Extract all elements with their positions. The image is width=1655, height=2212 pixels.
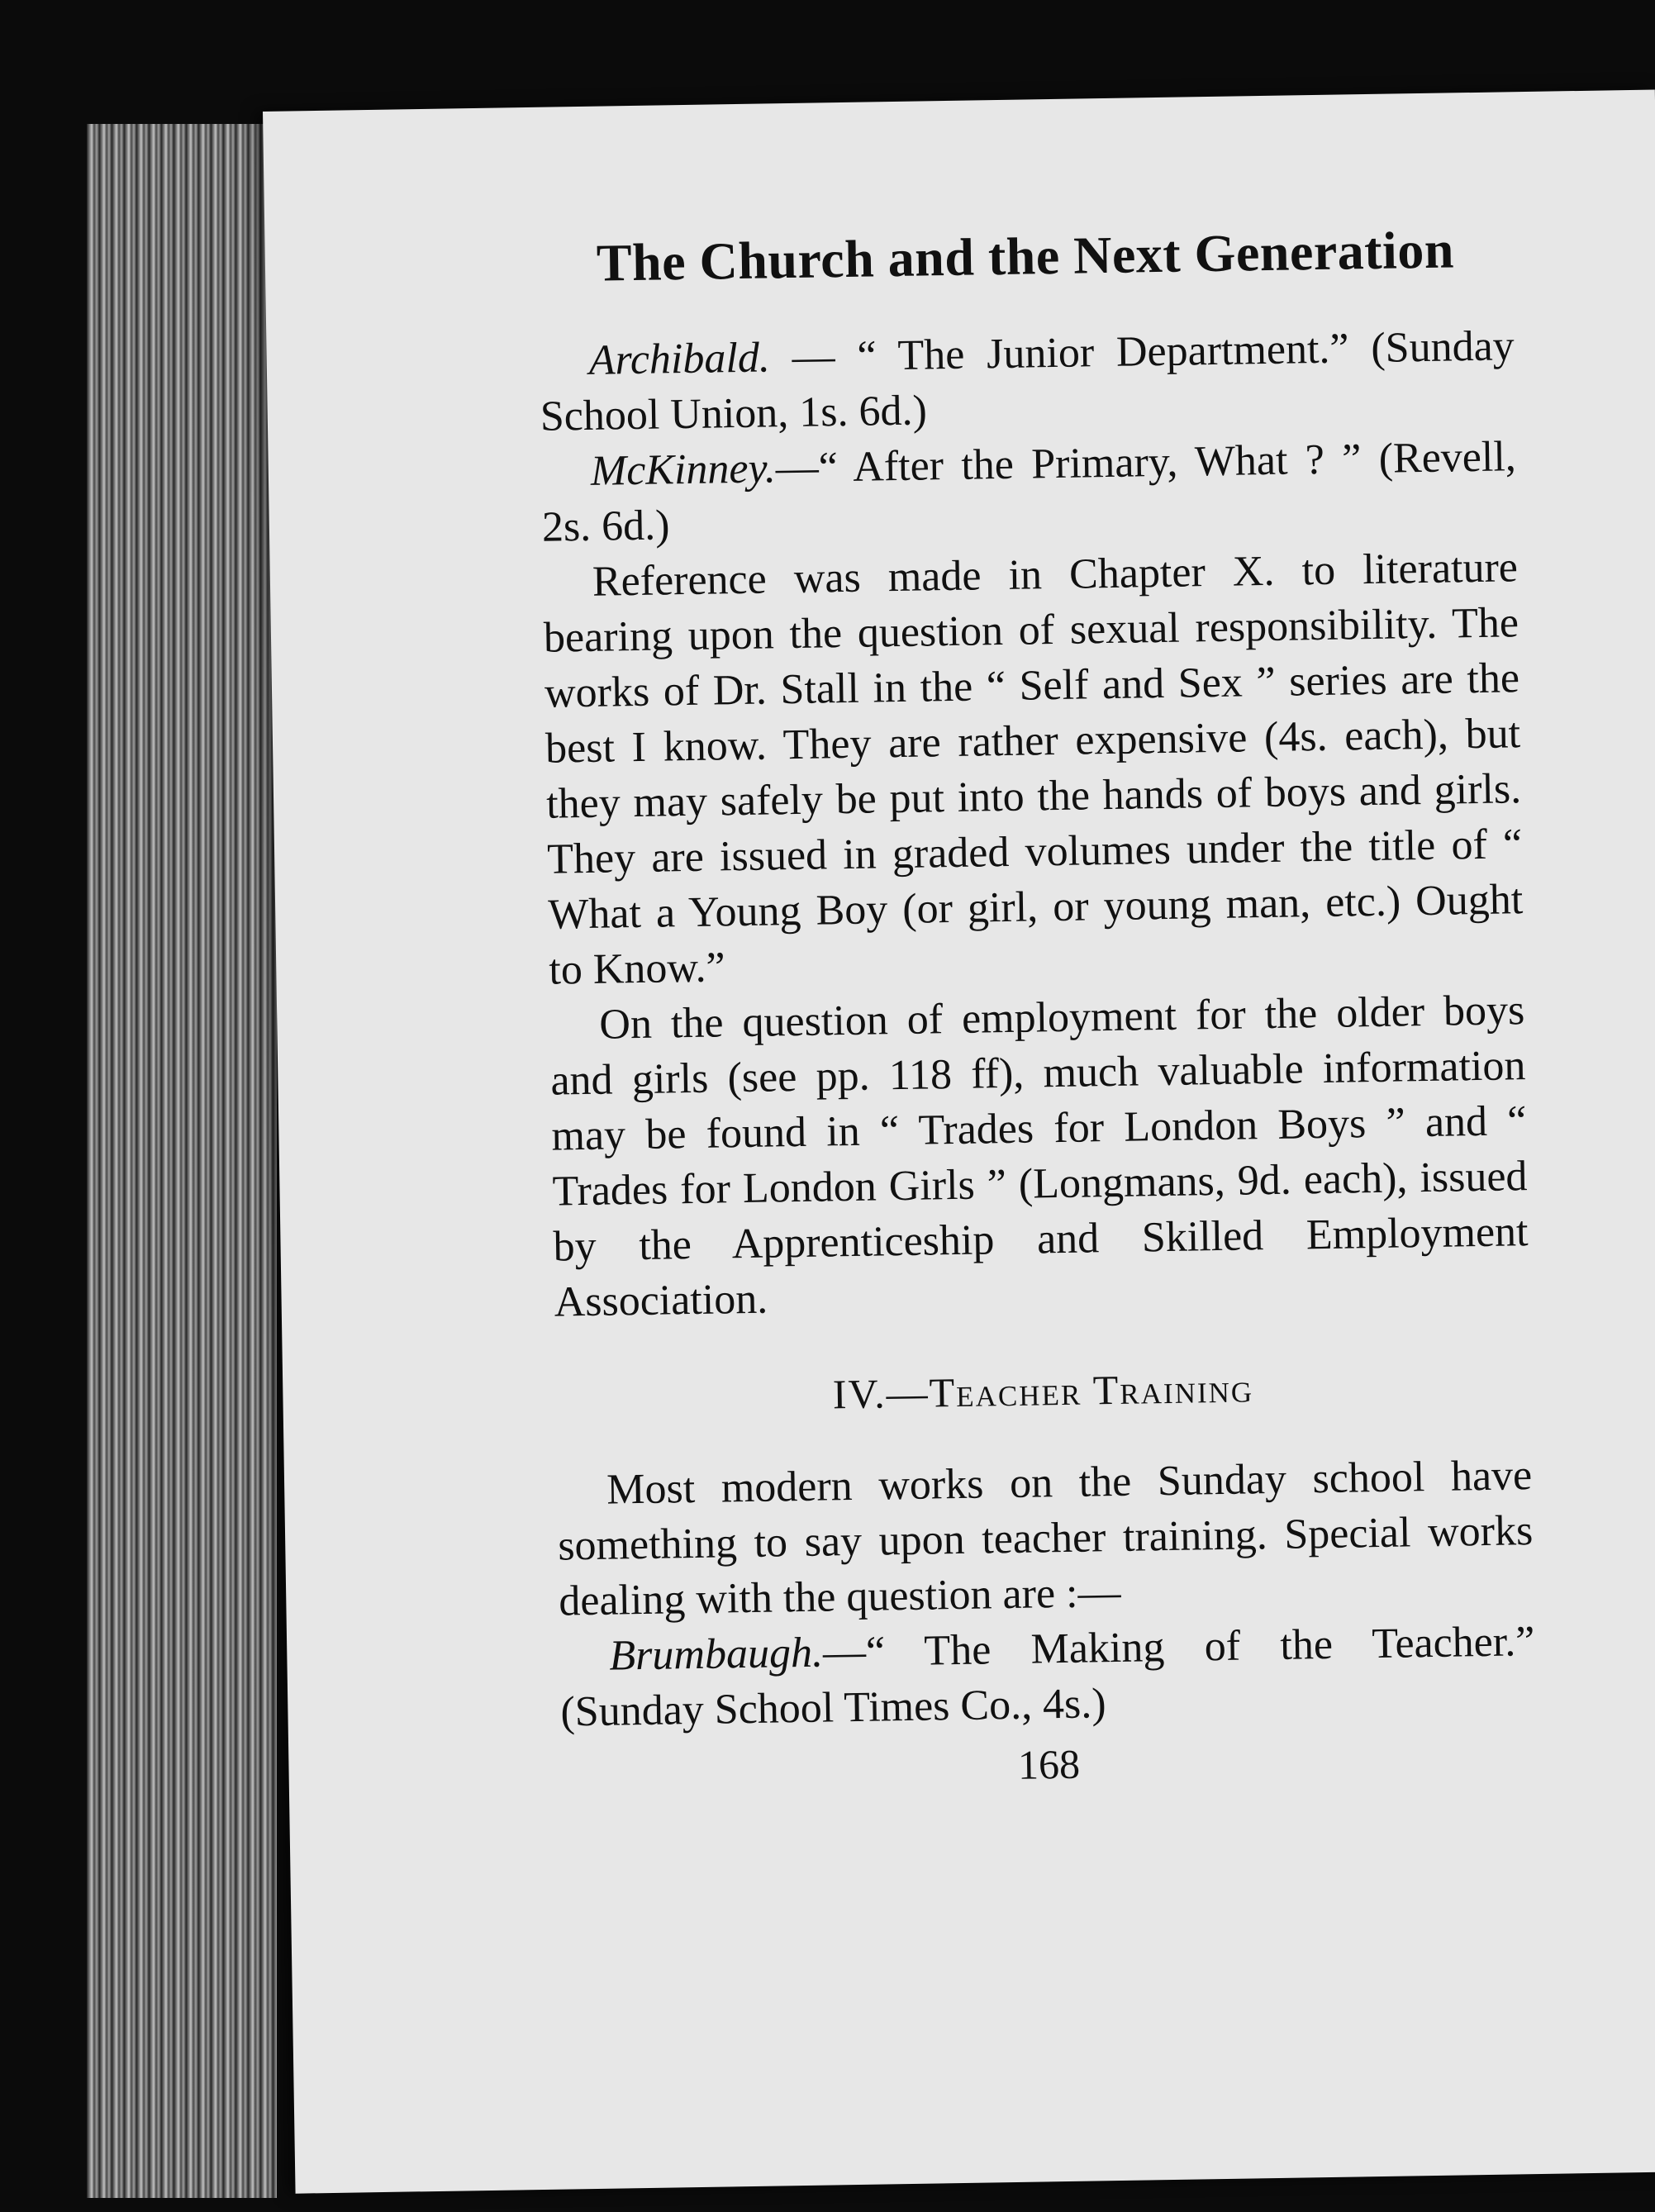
entry-publisher: (Sunday School Times Co., 4s.) <box>560 1680 1107 1736</box>
entry-title: —“ The Making of the Teacher.” <box>822 1618 1535 1677</box>
entry-author: McKinney. <box>590 445 777 495</box>
book-page-edges <box>87 124 277 2198</box>
bibliography-entry <box>539 318 1515 445</box>
body-paragraph: Most modern works on the Sunday school have something to say upon teacher training. Special works dealing with the question are :— <box>557 1452 1534 1625</box>
bibliography-entry <box>559 1614 1536 1740</box>
entry-publisher: (Revell, 2s. 6d.) <box>541 433 1517 551</box>
bibliography-entry <box>540 429 1517 555</box>
entry-author: Archibald. <box>588 334 771 384</box>
entry-title: —“ After the Primary, What ? ” <box>775 435 1362 492</box>
section-heading: IV.—Teacher Training <box>832 1364 1254 1418</box>
entry-title: — “ The Junior Department.” <box>769 325 1349 382</box>
page-text-block <box>537 216 1537 1800</box>
body-paragraph: On the question of employment for the older boys and girls (see pp. 118 ff), much valuable information may be found in “ Trades for London Boys ” and “ Trades for London Girls ” (Longmans, 9d. each), issued by the Apprenticeship and Skilled Employment Association. <box>550 987 1529 1326</box>
body-paragraph: Reference was made in Chapter X. to literature bearing upon the question of sexual responsibility. The works of Dr. Stall in the “ Self and Sex ” series are the best I know. They are rather expensive (4s. each), but they may safely be put into the hands of boys and girls. They are issued in graded volumes under the title of “ What a Young Boy (or girl, or young man, etc.) Ought to Know.” <box>543 544 1524 994</box>
entry-publisher: (Sunday School Union, 1s. 6d.) <box>540 322 1515 440</box>
entry-author: Brumbaugh. <box>608 1629 824 1680</box>
book-page <box>263 90 1655 2194</box>
running-head: The Church and the Next Generation <box>596 220 1455 293</box>
page-number: 168 <box>1017 1740 1081 1788</box>
